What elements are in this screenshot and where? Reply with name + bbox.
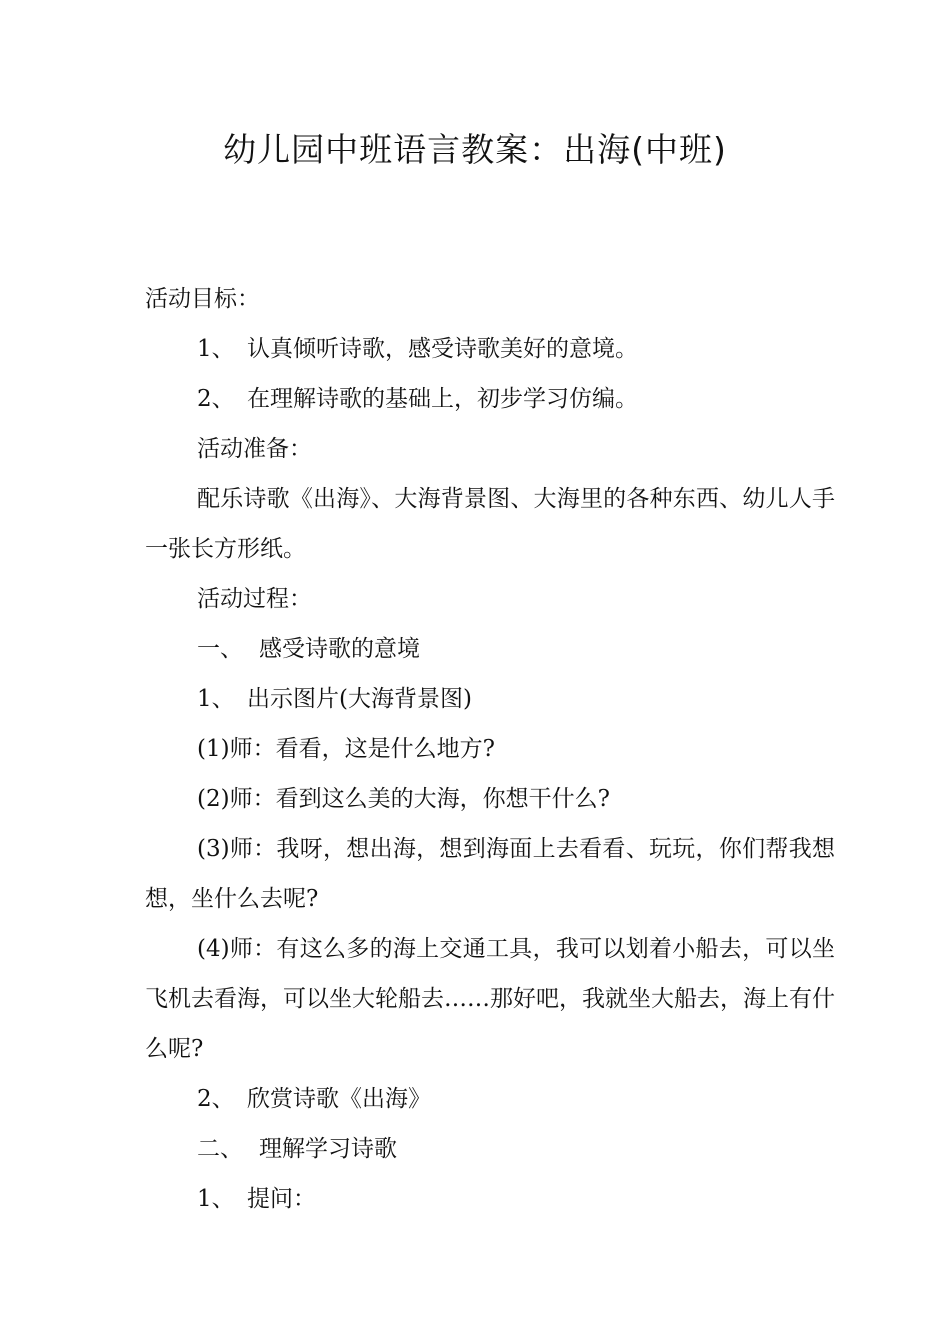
- section-marker: 二、: [197, 1136, 243, 1162]
- step-item: [145, 674, 835, 724]
- step-marker: 2、: [197, 1086, 235, 1112]
- question-paragraph: (1)师：看看，这是什么地方?: [197, 736, 495, 762]
- section-marker: 一、: [197, 636, 243, 662]
- section-heading: [145, 1124, 835, 1174]
- goal-item: [145, 374, 835, 424]
- section-text: 理解学习诗歌: [259, 1136, 397, 1162]
- page-title: 幼儿园中班语言教案：出海(中班): [223, 130, 727, 169]
- section-heading: [145, 624, 835, 674]
- document-body: [145, 274, 835, 1224]
- prep-heading: 活动准备：: [197, 436, 312, 462]
- process-heading: 活动过程：: [197, 586, 312, 612]
- question-paragraph: (4)师：有这么多的海上交通工具，我可以划着小船去，可以坐飞机去看海，可以坐大轮船去……那好吧，我就坐大船去，海上有什么呢?: [145, 936, 835, 1062]
- question-paragraph: (3)师：我呀，想出海，想到海面上去看看、玩玩，你们帮我想想，坐什么去呢?: [145, 836, 835, 912]
- goal-text: 在理解诗歌的基础上，初步学习仿编。: [247, 386, 638, 412]
- goal-text: 认真倾听诗歌，感受诗歌美好的意境。: [247, 336, 638, 362]
- goal-marker: 2、: [197, 386, 235, 412]
- goals-heading: 活动目标：: [145, 286, 260, 312]
- prep-paragraph: 配乐诗歌《出海》、大海背景图、大海里的各种东西、幼儿人手一张长方形纸。: [145, 486, 835, 562]
- goal-item: [145, 324, 835, 374]
- step-text: 出示图片(大海背景图): [247, 686, 472, 712]
- step-item: [145, 1074, 835, 1124]
- step-marker: 1、: [197, 1186, 235, 1212]
- question-paragraph: (2)师：看到这么美的大海，你想干什么?: [197, 786, 610, 812]
- step-text: 提问：: [247, 1186, 316, 1212]
- step-item: [145, 1174, 835, 1224]
- goal-marker: 1、: [197, 336, 235, 362]
- section-text: 感受诗歌的意境: [259, 636, 420, 662]
- step-text: 欣赏诗歌《出海》: [247, 1086, 431, 1112]
- step-marker: 1、: [197, 686, 235, 712]
